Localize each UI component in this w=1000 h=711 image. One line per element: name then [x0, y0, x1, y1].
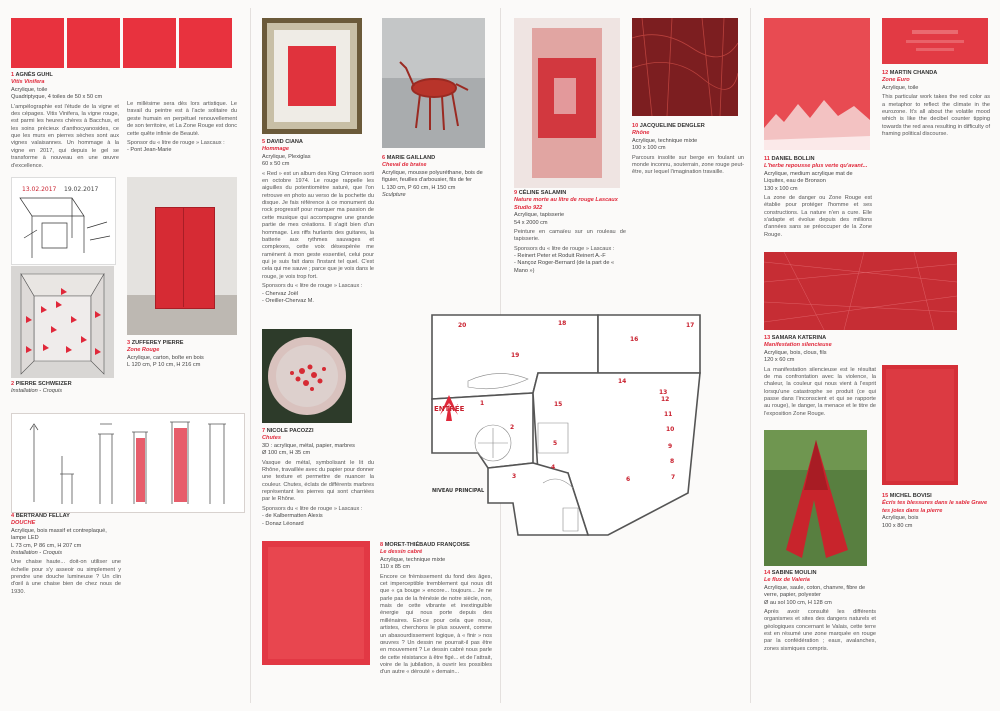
- entry-10: 10 JACQUELINE DENGLER Rhône Acrylique, technique mixte 100 x 100 cm Parcours insolite sur berge en foulant un monde inconnu, souterrain, zone rouge peut-être, sur lequel l'imagination travaille.: [632, 123, 744, 176]
- svg-text:19: 19: [511, 352, 520, 359]
- artwork-2-installation: [11, 266, 114, 378]
- svg-text:ENTRÉE: ENTRÉE: [434, 405, 465, 413]
- sketch-drawing: [12, 178, 115, 264]
- entry-7: 7 NICOLE PACOZZI Chutes 3D : acrylique, métal, papier, marbres Ø 100 cm, H 35 cm Vasque de métal, symbolisant le lit du Rhône, travaillée avec du papier pour donner une texture et permettre de nuancer la couleur. Chutes, éclats de différents marbres représentant les pierres qui sont charriées par le Rhône. Sponsors du « litre de rouge » Lascaux : - de Kalbermatten Alexis - Donaz Léonard: [262, 428, 374, 527]
- svg-text:18: 18: [558, 320, 567, 327]
- entry-1: 1 AGNÈS GUHL Vitis Vinifera Acrylique, toile Quadriptyque, 4 toiles de 50 x 50 cm L'ampélographie est l'étude de la vigne et des cépages. Vitis Vinifera, la vigne rouge, est parmi les heures chères à Bacchus, et les soins précieux d'anthocyanosides, ce que les murs en pierres sèches sont aux vignes valaisannes. Un hommage à la vigne en 2017, qui depuis le gel se transforme à nouveau en une œuvre d'excellence.: [11, 72, 119, 169]
- entry-4: 4 BERTRAND FELLAY DOUCHE Acrylique, bois massif et contreplaqué, lampe LED L 73 cm, P 86 cm, H 207 cm Installation - Croquis Une chaise haute... doit-on utiliser une échelle pour s'y asseoir ou simplement y prendre une douche lumineuse ? Un clin d'œil à une chaise bien de chez nous de 1930.: [11, 513, 121, 595]
- artwork-7-photo: [262, 329, 352, 423]
- artwork-1-canvas: [11, 18, 64, 68]
- svg-text:13.02.2017: 13.02.2017: [22, 186, 57, 193]
- svg-text:2: 2: [510, 424, 515, 431]
- floor-plan-drawing: [418, 303, 708, 539]
- svg-text:NIVEAU PRINCIPAL: NIVEAU PRINCIPAL: [432, 488, 485, 494]
- artwork-9-photo: [514, 18, 620, 188]
- landscape-painting: [764, 18, 870, 150]
- svg-text:14: 14: [618, 378, 627, 385]
- horse-sculpture: [382, 18, 485, 148]
- svg-text:1: 1: [480, 400, 485, 407]
- svg-text:8: 8: [670, 458, 675, 465]
- entry-5: 5 DAVID CIANA Hommage Acrylique, Plexiglas 60 x 50 cm « Red » est un album des King Crimson sorti en octobre 1974. Le rouge rappelle les aiguilles du potentiomètre saturé, que l'on retrouve en photo au verso de la pochette du disque. Je fais référence à ce monument du rock progressif pour marquer ma passion de cette musique qui accompagne une grande partie de mes créations. Il s'agit bien d'un hommage. Les riffs hurlants des guitares, la batterie aux rythmes sauvages et complexes, cette voix désespérée me ramènent à mon geste essentiel, celui pour qui je suis fait dans l'instant tel quel. C'est cela qui me sauve ; parce que je vois dans le rouge, je vois trop fort. Sponsors du « litre de rouge » Lascaux : - Chervaz Joël - Oreiller-Chervaz M.: [262, 139, 374, 304]
- entry-14: 14 SABINE MOULIN Le flux de Valeria Acrylique, saule, coton, chanvre, fibre de verre, papier, polyester Ø au sol 100 cm, H 128 cm Après avoir consulté les différents organismes et sites des dangers naturels et géologiques concernant le Valais, cette terre est en résumé une zone marquée en rouge par la confédération ; eaux, avalanches, zones sismiques compris.: [764, 570, 876, 652]
- floor-plan: [418, 303, 708, 539]
- artwork-13-photo: [764, 252, 957, 330]
- svg-text:5: 5: [553, 440, 558, 447]
- entry-2: 2 PIERRE SCHWEIZER Installation - Croquis: [11, 381, 72, 395]
- entry-11: 11 DANIEL BOLLIN L'herbe repousse plus verte qu'avant... Acrylique, medium acrylique mat de Liquitex, eau de Bronson 130 x 100 cm La zone de danger ou Zone Rouge est établie pour protéger l'homme et ses constructions. La nature n'en a cure. Elle s'adapte et évolue depuis des millions d'années sans se préoccuper de la Zone Rouge.: [764, 156, 872, 238]
- svg-text:9: 9: [668, 443, 673, 450]
- svg-text:16: 16: [630, 336, 639, 343]
- marbles: [262, 329, 352, 423]
- entry-6: 6 MARIE GAILLAND Cheval de braise Acrylique, mousse polyuréthane, bois de figuier, feuilles d'arbousier, fils de fer L 130 cm, P 60 cm, H 150 cm Sculpture: [382, 155, 483, 198]
- rhone-painting: [632, 18, 738, 116]
- svg-text:6: 6: [626, 476, 631, 483]
- svg-text:15: 15: [554, 401, 563, 408]
- artwork-2-sketch: [11, 177, 116, 265]
- entry-9: 9 CÉLINE SALAMIN Nature morte au litre de rouge Lascaux Studio 922 Acrylique, tapisserie 54 x 2000 cm Peinture en camaïeu sur un rouleau de tapisserie. Sponsors du « litre de rouge » Lascaux : - Reinert Peter et Roduit Reinert A.-F - Nançoz Roger-Bernard (de la part de « Mano »): [514, 190, 626, 274]
- svg-text:17: 17: [686, 322, 695, 329]
- svg-text:10: 10: [666, 426, 675, 433]
- artwork-12-photo: [882, 18, 988, 64]
- artwork-15-photo: [882, 365, 958, 485]
- chair-sketch: [12, 414, 244, 512]
- entry-8: 8 MORET-THIÉBAUD FRANÇOISE Le dessin cabré Acrylique, technique mixte 110 x 85 cm Encore ce frémissement du fond des âges, cet imperceptible tremblement qui nous dit que « ça bouge » encore... toujours... Je ne parle pas de la frénésie de notre siècle, non, mais de cette vibrante et inextinguible énergie qui nous porte depuis des millénaires. Est-ce pour cela que nous, artistes, cherchons le plus souvent, comme un abasourdissement logique, à « finir » nos œuvres ? Un dessin ne pourrait-il pas être en mouvement ? Le dessin cabré nous parle de cette résistance à être figé... et de l'attrait, voire de la jubilation, à ouvrir les possibles d'un autre « dérouté » demain...: [380, 542, 492, 676]
- artwork-4-sketch: [11, 413, 245, 513]
- svg-text:12: 12: [661, 396, 670, 403]
- artwork-5-photo: [262, 18, 362, 134]
- svg-text:20: 20: [458, 322, 467, 329]
- artwork-1-canvas: [179, 18, 232, 68]
- entry-3: 3 ZUFFEREY PIERRE Zone Rouge Acrylique, carton, boîte en bois L 120 cm, P 10 cm, H 216 cm: [127, 340, 204, 369]
- svg-text:11: 11: [664, 411, 673, 418]
- artwork-1-canvas: [67, 18, 120, 68]
- svg-text:19.02.2017: 19.02.2017: [64, 186, 99, 193]
- svg-text:7: 7: [671, 474, 676, 481]
- artwork-3-photo: [127, 177, 237, 335]
- artwork-6-photo: [382, 18, 485, 148]
- entry-1-continued: Le millésime sera dès lors artistique. Le travail du peintre est à l'acte solitaire du geste humain en perpétuel renouvellement de son territoire, et La Zone Rouge est donc cette quête infinie de Beauté. Sponsor du « litre de rouge » Lascaux : - Pont Jean-Marie: [127, 101, 237, 154]
- sculpture-in-garden: [764, 430, 867, 566]
- fold-line: [750, 8, 751, 703]
- artwork-1-canvas: [123, 18, 176, 68]
- artwork-8-photo: [262, 541, 370, 665]
- entry-15: 15 MICHEL BOVISI Écris tes blessures dans le sable Grave tes joies dans la pierre Acrylique, bois 100 x 80 cm: [882, 493, 988, 529]
- artwork-10-photo: [632, 18, 738, 116]
- svg-text:13: 13: [659, 389, 668, 396]
- artwork-14-photo: [764, 430, 867, 566]
- entry-13: 13 SAMARA KATERINA Manifestation silencieuse Acrylique, bois, clous, fils 120 x 60 cm La manifestation silencieuse est le résultat de ma confrontation avec la violence, la chaleur, la couleur qui nous vient à l'esprit lorsqu'une catastrophe se produit (ce qui passe dans l'inconscient et qui se rapporte au rouge), le danger, la menace et le titre de l'exposition Zone Rouge.: [764, 335, 876, 417]
- entry-12: 12 MARTIN CHANDA Zone Euro Acrylique, toile This particular work takes the red color as a metaphor to reflect the climate in the eurozone. It's all about the volatile mood which is like the decibel counter tipping towards the red area resulting in difficulty of framing political discourse.: [882, 70, 990, 137]
- artwork-11-photo: [764, 18, 870, 150]
- threads-painting: [764, 252, 957, 330]
- fold-line: [250, 8, 251, 703]
- svg-text:3: 3: [512, 473, 517, 480]
- svg-text:4: 4: [551, 464, 556, 471]
- installation-drawing: [11, 266, 114, 378]
